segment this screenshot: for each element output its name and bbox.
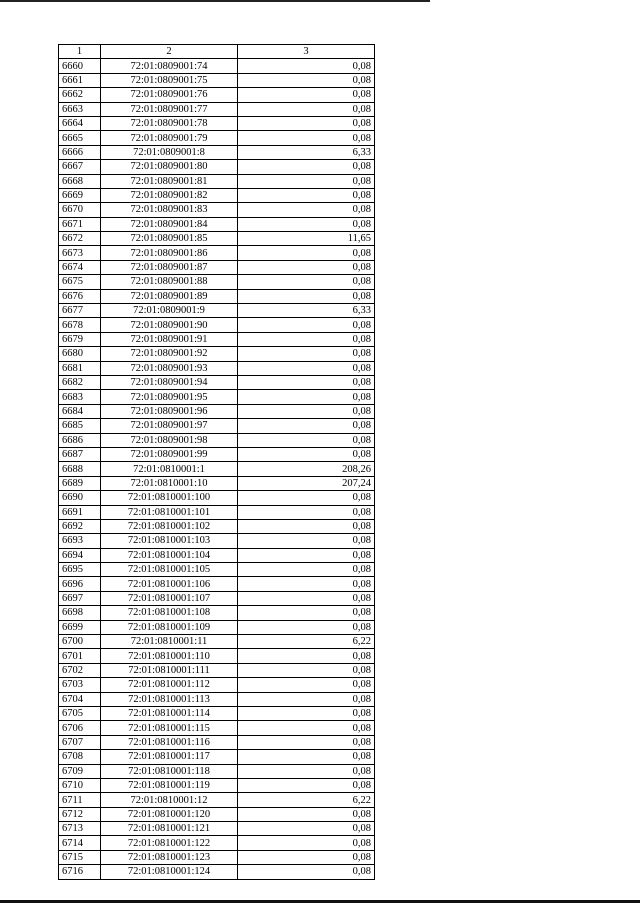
row-index-cell: 6700 (59, 635, 101, 649)
value-cell: 0,08 (238, 160, 375, 174)
value-cell: 0,08 (238, 332, 375, 346)
table-row (59, 606, 375, 620)
table-row (59, 505, 375, 519)
table-row (59, 361, 375, 375)
table-row (59, 635, 375, 649)
row-index-cell: 6675 (59, 275, 101, 289)
cadastral-number-cell: 72:01:0810001:109 (101, 620, 238, 634)
table-row (59, 217, 375, 231)
table-row (59, 649, 375, 663)
cadastral-number-cell: 72:01:0810001:116 (101, 735, 238, 749)
cadastral-number-cell: 72:01:0809001:88 (101, 275, 238, 289)
table-row (59, 390, 375, 404)
value-cell: 6,22 (238, 793, 375, 807)
cadastral-number-cell: 72:01:0810001:119 (101, 778, 238, 792)
cadastral-number-cell: 72:01:0810001:111 (101, 663, 238, 677)
table-row (59, 188, 375, 202)
value-cell: 0,08 (238, 778, 375, 792)
row-index-cell: 6695 (59, 563, 101, 577)
table-row (59, 563, 375, 577)
row-index-cell: 6676 (59, 289, 101, 303)
value-cell: 0,08 (238, 519, 375, 533)
value-cell: 0,08 (238, 361, 375, 375)
table-row (59, 232, 375, 246)
value-cell: 0,08 (238, 246, 375, 260)
row-index-cell: 6705 (59, 706, 101, 720)
table-header-row (59, 45, 375, 59)
row-index-cell: 6666 (59, 145, 101, 159)
value-cell: 0,08 (238, 73, 375, 87)
top-scan-edge (0, 0, 430, 2)
value-cell: 6,33 (238, 304, 375, 318)
cadastral-number-cell: 72:01:0809001:74 (101, 59, 238, 73)
row-index-cell: 6712 (59, 807, 101, 821)
row-index-cell: 6711 (59, 793, 101, 807)
cadastral-number-cell: 72:01:0809001:87 (101, 260, 238, 274)
bottom-scan-edge (0, 900, 640, 903)
row-index-cell: 6677 (59, 304, 101, 318)
cadastral-number-cell: 72:01:0809001:83 (101, 203, 238, 217)
row-index-cell: 6697 (59, 591, 101, 605)
value-cell: 0,08 (238, 491, 375, 505)
cadastral-number-cell: 72:01:0809001:99 (101, 447, 238, 461)
row-index-cell: 6663 (59, 102, 101, 116)
value-cell: 0,08 (238, 275, 375, 289)
cadastral-number-cell: 72:01:0809001:96 (101, 404, 238, 418)
table-row (59, 289, 375, 303)
cadastral-number-cell: 72:01:0809001:85 (101, 232, 238, 246)
row-index-cell: 6692 (59, 519, 101, 533)
row-index-cell: 6684 (59, 404, 101, 418)
table-row (59, 116, 375, 130)
row-index-cell: 6687 (59, 447, 101, 461)
cadastral-number-cell: 72:01:0809001:82 (101, 188, 238, 202)
row-index-cell: 6689 (59, 476, 101, 490)
row-index-cell: 6716 (59, 865, 101, 879)
value-cell: 0,08 (238, 548, 375, 562)
row-index-cell: 6701 (59, 649, 101, 663)
row-index-cell: 6707 (59, 735, 101, 749)
row-index-cell: 6690 (59, 491, 101, 505)
row-index-cell: 6699 (59, 620, 101, 634)
value-cell: 0,08 (238, 318, 375, 332)
table-row (59, 260, 375, 274)
table-row (59, 865, 375, 879)
table-row (59, 275, 375, 289)
value-cell: 0,08 (238, 735, 375, 749)
value-cell: 0,08 (238, 807, 375, 821)
table-body (59, 59, 375, 879)
cadastral-number-cell: 72:01:0810001:108 (101, 606, 238, 620)
row-index-cell: 6703 (59, 678, 101, 692)
row-index-cell: 6674 (59, 260, 101, 274)
row-index-cell: 6713 (59, 822, 101, 836)
cadastral-number-cell: 72:01:0810001:124 (101, 865, 238, 879)
table-row (59, 59, 375, 73)
table-row (59, 548, 375, 562)
row-index-cell: 6660 (59, 59, 101, 73)
cadastral-number-cell: 72:01:0809001:84 (101, 217, 238, 231)
row-index-cell: 6686 (59, 433, 101, 447)
value-cell: 0,08 (238, 692, 375, 706)
cadastral-number-cell: 72:01:0810001:120 (101, 807, 238, 821)
table-row (59, 88, 375, 102)
value-cell: 0,08 (238, 404, 375, 418)
table-row (59, 332, 375, 346)
value-cell: 0,08 (238, 706, 375, 720)
table-row (59, 145, 375, 159)
row-index-cell: 6706 (59, 721, 101, 735)
row-index-cell: 6715 (59, 850, 101, 864)
cadastral-number-cell: 72:01:0810001:1 (101, 462, 238, 476)
value-cell: 0,08 (238, 606, 375, 620)
value-cell: 0,08 (238, 188, 375, 202)
cadastral-number-cell: 72:01:0810001:118 (101, 764, 238, 778)
cadastral-number-cell: 72:01:0810001:105 (101, 563, 238, 577)
row-index-cell: 6665 (59, 131, 101, 145)
cadastral-number-cell: 72:01:0810001:122 (101, 836, 238, 850)
cadastral-number-cell: 72:01:0809001:8 (101, 145, 238, 159)
cadastral-number-cell: 72:01:0809001:93 (101, 361, 238, 375)
value-cell: 6,22 (238, 635, 375, 649)
table-row (59, 534, 375, 548)
row-index-cell: 6670 (59, 203, 101, 217)
table-row (59, 174, 375, 188)
value-cell: 0,08 (238, 750, 375, 764)
table-row (59, 318, 375, 332)
cadastral-number-cell: 72:01:0809001:80 (101, 160, 238, 174)
cadastral-number-cell: 72:01:0810001:104 (101, 548, 238, 562)
cadastral-value-table (58, 44, 375, 880)
row-index-cell: 6704 (59, 692, 101, 706)
cadastral-number-cell: 72:01:0809001:95 (101, 390, 238, 404)
value-cell: 0,08 (238, 419, 375, 433)
value-cell: 207,24 (238, 476, 375, 490)
row-index-cell: 6685 (59, 419, 101, 433)
row-index-cell: 6698 (59, 606, 101, 620)
row-index-cell: 6688 (59, 462, 101, 476)
table-row (59, 131, 375, 145)
cadastral-number-cell: 72:01:0810001:10 (101, 476, 238, 490)
cadastral-number-cell: 72:01:0809001:97 (101, 419, 238, 433)
table-row (59, 447, 375, 461)
cadastral-number-cell: 72:01:0809001:75 (101, 73, 238, 87)
value-cell: 0,08 (238, 88, 375, 102)
value-cell: 0,08 (238, 203, 375, 217)
value-cell: 6,33 (238, 145, 375, 159)
row-index-cell: 6708 (59, 750, 101, 764)
row-index-cell: 6680 (59, 347, 101, 361)
value-cell: 0,08 (238, 563, 375, 577)
column-header-value: 3 (238, 45, 375, 59)
row-index-cell: 6694 (59, 548, 101, 562)
table-row (59, 620, 375, 634)
table-row (59, 793, 375, 807)
row-index-cell: 6682 (59, 375, 101, 389)
cadastral-number-cell: 72:01:0810001:114 (101, 706, 238, 720)
table-row (59, 807, 375, 821)
cadastral-number-cell: 72:01:0810001:103 (101, 534, 238, 548)
table-row (59, 203, 375, 217)
value-cell: 208,26 (238, 462, 375, 476)
value-cell: 0,08 (238, 663, 375, 677)
cadastral-number-cell: 72:01:0809001:90 (101, 318, 238, 332)
table-row (59, 850, 375, 864)
value-cell: 0,08 (238, 822, 375, 836)
value-cell: 0,08 (238, 59, 375, 73)
cadastral-number-cell: 72:01:0810001:101 (101, 505, 238, 519)
table-row (59, 735, 375, 749)
cadastral-number-cell: 72:01:0809001:81 (101, 174, 238, 188)
cadastral-number-cell: 72:01:0809001:9 (101, 304, 238, 318)
value-cell: 0,08 (238, 102, 375, 116)
value-cell: 0,08 (238, 678, 375, 692)
table-row (59, 663, 375, 677)
cadastral-number-cell: 72:01:0810001:107 (101, 591, 238, 605)
value-cell: 0,08 (238, 836, 375, 850)
cadastral-number-cell: 72:01:0810001:110 (101, 649, 238, 663)
row-index-cell: 6661 (59, 73, 101, 87)
value-cell: 0,08 (238, 375, 375, 389)
value-cell: 0,08 (238, 591, 375, 605)
table-row (59, 750, 375, 764)
value-cell: 0,08 (238, 347, 375, 361)
value-cell: 0,08 (238, 217, 375, 231)
row-index-cell: 6664 (59, 116, 101, 130)
row-index-cell: 6709 (59, 764, 101, 778)
row-index-cell: 6714 (59, 836, 101, 850)
table-row (59, 404, 375, 418)
table-row (59, 692, 375, 706)
value-cell: 0,08 (238, 116, 375, 130)
cadastral-number-cell: 72:01:0810001:112 (101, 678, 238, 692)
cadastral-number-cell: 72:01:0810001:106 (101, 577, 238, 591)
table-row (59, 375, 375, 389)
table-row (59, 822, 375, 836)
table-row (59, 577, 375, 591)
cadastral-number-cell: 72:01:0810001:121 (101, 822, 238, 836)
cadastral-number-cell: 72:01:0810001:115 (101, 721, 238, 735)
cadastral-number-cell: 72:01:0809001:92 (101, 347, 238, 361)
row-index-cell: 6702 (59, 663, 101, 677)
row-index-cell: 6673 (59, 246, 101, 260)
table-row (59, 304, 375, 318)
row-index-cell: 6683 (59, 390, 101, 404)
row-index-cell: 6681 (59, 361, 101, 375)
value-cell: 0,08 (238, 131, 375, 145)
table-row (59, 419, 375, 433)
row-index-cell: 6667 (59, 160, 101, 174)
cadastral-number-cell: 72:01:0809001:76 (101, 88, 238, 102)
cadastral-number-cell: 72:01:0810001:113 (101, 692, 238, 706)
cadastral-number-cell: 72:01:0809001:79 (101, 131, 238, 145)
value-cell: 0,08 (238, 865, 375, 879)
value-cell: 0,08 (238, 721, 375, 735)
value-cell: 0,08 (238, 505, 375, 519)
value-cell: 0,08 (238, 850, 375, 864)
table-row (59, 678, 375, 692)
cadastral-number-cell: 72:01:0809001:86 (101, 246, 238, 260)
cadastral-number-cell: 72:01:0810001:11 (101, 635, 238, 649)
column-header-cadastral-number: 2 (101, 45, 238, 59)
row-index-cell: 6669 (59, 188, 101, 202)
row-index-cell: 6710 (59, 778, 101, 792)
value-cell: 0,08 (238, 260, 375, 274)
row-index-cell: 6679 (59, 332, 101, 346)
value-cell: 0,08 (238, 534, 375, 548)
cadastral-number-cell: 72:01:0809001:77 (101, 102, 238, 116)
table-row (59, 462, 375, 476)
table-row (59, 433, 375, 447)
value-cell: 0,08 (238, 433, 375, 447)
row-index-cell: 6693 (59, 534, 101, 548)
value-cell: 0,08 (238, 577, 375, 591)
value-cell: 0,08 (238, 174, 375, 188)
table-row (59, 476, 375, 490)
cadastral-number-cell: 72:01:0809001:78 (101, 116, 238, 130)
table-row (59, 706, 375, 720)
table-row (59, 347, 375, 361)
value-cell: 11,65 (238, 232, 375, 246)
value-cell: 0,08 (238, 764, 375, 778)
cadastral-number-cell: 72:01:0810001:100 (101, 491, 238, 505)
value-cell: 0,08 (238, 390, 375, 404)
row-index-cell: 6672 (59, 232, 101, 246)
row-index-cell: 6668 (59, 174, 101, 188)
value-cell: 0,08 (238, 447, 375, 461)
cadastral-number-cell: 72:01:0810001:117 (101, 750, 238, 764)
column-header-index: 1 (59, 45, 101, 59)
row-index-cell: 6691 (59, 505, 101, 519)
value-cell: 0,08 (238, 649, 375, 663)
value-cell: 0,08 (238, 620, 375, 634)
table-row (59, 591, 375, 605)
cadastral-number-cell: 72:01:0810001:123 (101, 850, 238, 864)
cadastral-number-cell: 72:01:0809001:94 (101, 375, 238, 389)
table-row (59, 721, 375, 735)
table-row (59, 764, 375, 778)
row-index-cell: 6671 (59, 217, 101, 231)
cadastral-number-cell: 72:01:0809001:91 (101, 332, 238, 346)
table-row (59, 102, 375, 116)
value-cell: 0,08 (238, 289, 375, 303)
table-row (59, 836, 375, 850)
table-row (59, 73, 375, 87)
table-row (59, 519, 375, 533)
row-index-cell: 6696 (59, 577, 101, 591)
table-row (59, 160, 375, 174)
table-row (59, 778, 375, 792)
cadastral-number-cell: 72:01:0809001:89 (101, 289, 238, 303)
row-index-cell: 6678 (59, 318, 101, 332)
cadastral-number-cell: 72:01:0810001:12 (101, 793, 238, 807)
table-row (59, 491, 375, 505)
row-index-cell: 6662 (59, 88, 101, 102)
cadastral-number-cell: 72:01:0809001:98 (101, 433, 238, 447)
cadastral-number-cell: 72:01:0810001:102 (101, 519, 238, 533)
table-row (59, 246, 375, 260)
